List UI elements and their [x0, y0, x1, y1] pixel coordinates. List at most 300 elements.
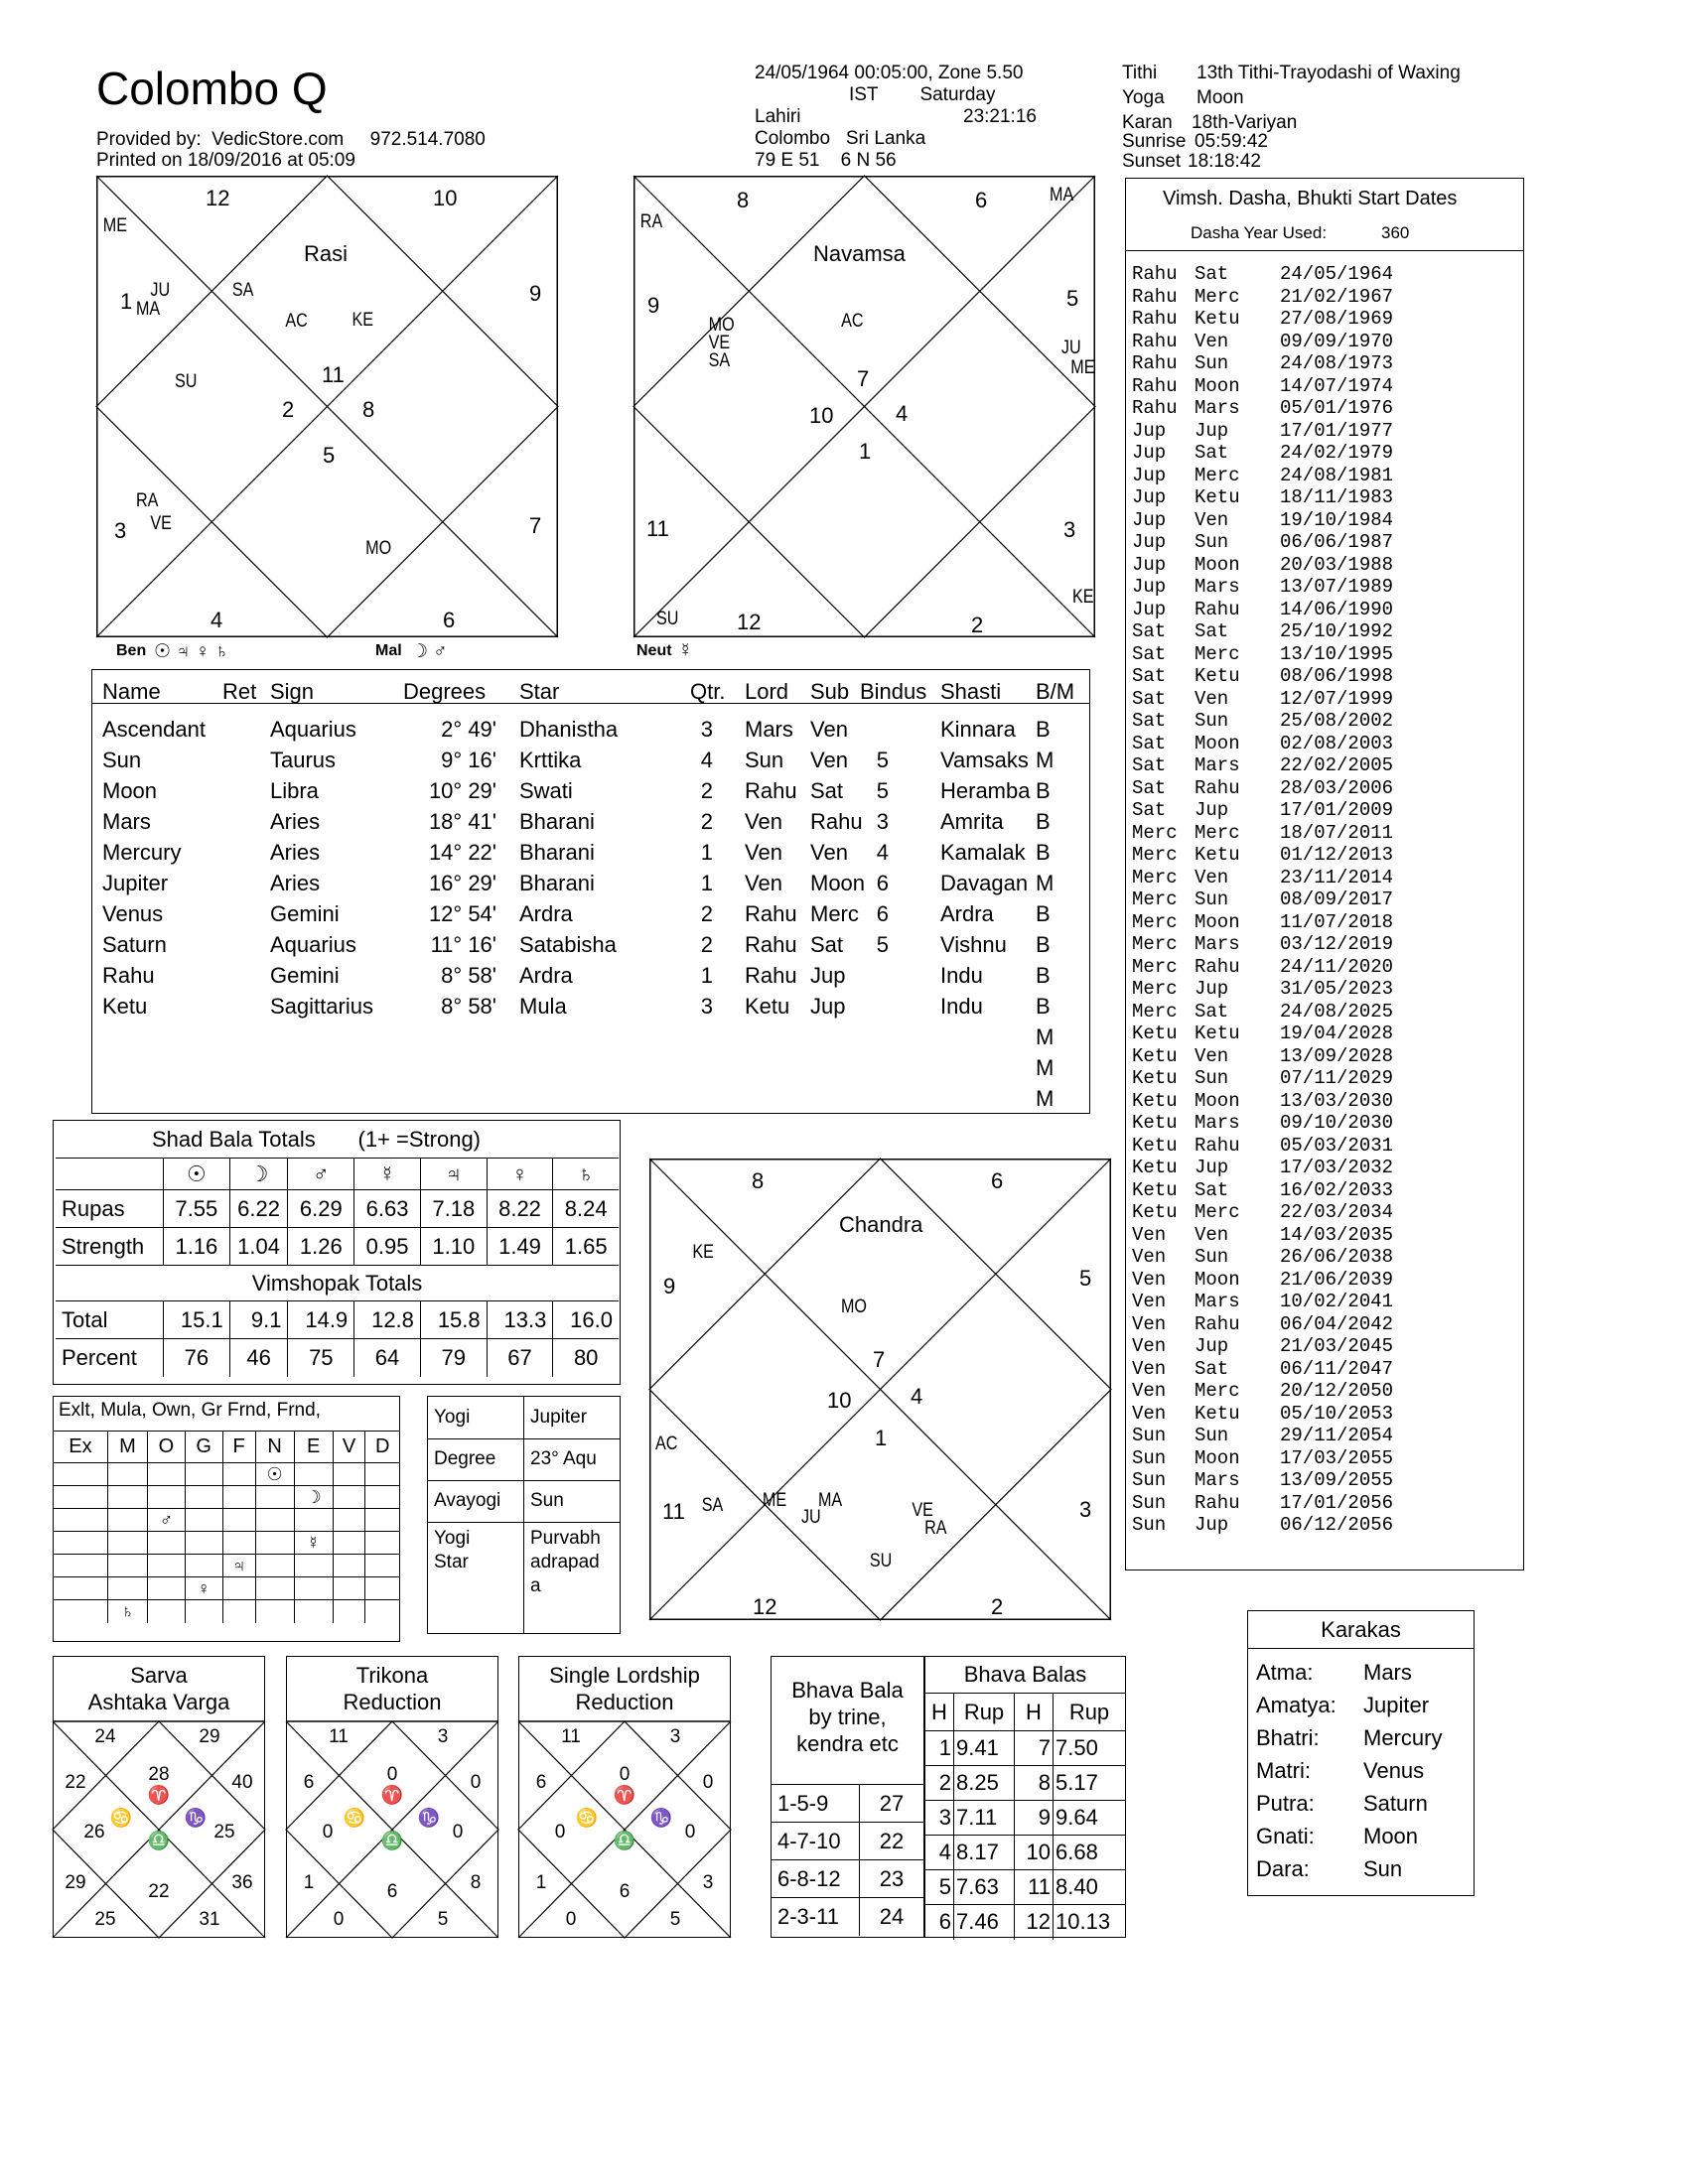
strength-value: 1.26: [288, 1228, 354, 1266]
dignity-cell: [222, 1486, 255, 1509]
ashtaka-title: Sarva: [130, 1663, 188, 1688]
bhava-cell: 12: [1015, 1905, 1054, 1940]
planet-cell: 8° 58': [441, 994, 496, 1019]
dasha-cell: Jup: [1132, 553, 1167, 576]
ashtaka-value: 5: [437, 1909, 449, 1930]
chandra-planet: RA: [924, 1516, 947, 1539]
chandra-planet: MA: [818, 1488, 843, 1511]
dasha-cell: Rahu: [1132, 285, 1178, 308]
navamsa-planet: KE: [1072, 585, 1094, 608]
benefics-label: Ben: [116, 642, 147, 659]
planet-cell: Merc: [810, 901, 859, 926]
avayogi-label: Avayogi: [428, 1480, 524, 1522]
rasi-sign: 8: [362, 397, 375, 422]
benefics-symbols: ☉ ♃ ♀ ♄: [154, 641, 229, 662]
ashtaka-value: 22: [148, 1881, 170, 1902]
karaka-value: Sun: [1363, 1856, 1403, 1881]
dignity-cell: [222, 1577, 255, 1600]
printed-on: Printed on 18/09/2016 at 05:09: [96, 150, 355, 171]
bhava-cell: 4: [925, 1836, 954, 1870]
dasha-cell: Moon: [1195, 1268, 1240, 1291]
dignity-cell: ☽: [294, 1486, 333, 1509]
planet-cell: Saturn: [102, 932, 167, 957]
planet-cell: Mercury: [102, 840, 182, 865]
dasha-cell: Sun: [1195, 1067, 1229, 1089]
planet-cell: B: [1036, 840, 1051, 865]
planet-cell: Aries: [270, 809, 321, 834]
dasha-cell: Sat: [1132, 687, 1167, 710]
bhava-cell: 7.46: [954, 1905, 1015, 1940]
planet-cell: Venus: [102, 901, 164, 926]
vimshopak-title: Vimshopak Totals: [56, 1266, 619, 1301]
ashtaka-value: 22: [65, 1772, 86, 1793]
bhava-cell: 9.64: [1054, 1801, 1126, 1836]
chandra-sign: 8: [752, 1168, 765, 1193]
ashtaka-value: 0: [684, 1822, 696, 1843]
saturn-symbol: ♄: [553, 1159, 619, 1190]
chandra-sign: 6: [991, 1168, 1004, 1193]
total-label: Total: [56, 1301, 164, 1339]
dasha-cell: Moon: [1195, 1089, 1240, 1112]
dasha-cell: Ven: [1195, 1223, 1229, 1246]
bhava-cell: 1: [925, 1731, 954, 1766]
planet-cell: 5: [876, 748, 889, 772]
navamsa-sign: 6: [975, 188, 988, 212]
dasha-cell: Moon: [1195, 910, 1240, 933]
planet-cell: 14° 22': [428, 840, 496, 865]
dasha-cell: 25/10/1992: [1280, 620, 1394, 642]
yogi-value: Jupiter: [524, 1397, 621, 1438]
planet-cell: Jup: [810, 963, 846, 988]
ashtaka-value: 6: [303, 1772, 315, 1793]
dasha-cell: Rahu: [1132, 397, 1178, 419]
bhava-col: H: [925, 1694, 954, 1731]
zodiac-symbol: ♎: [613, 1831, 636, 1850]
sunrise-label: Sunrise: [1122, 131, 1187, 152]
dasha-cell: 17/03/2055: [1280, 1446, 1394, 1469]
total-value: 14.9: [288, 1301, 354, 1339]
bhava-cell: 5.17: [1054, 1766, 1126, 1801]
dasha-cell: Sun: [1132, 1446, 1167, 1469]
dasha-cell: Rahu: [1132, 374, 1178, 397]
bm-extra: M: [1036, 1086, 1055, 1111]
yogi-star-value: adrapad: [530, 1551, 600, 1572]
dasha-cell: Sun: [1132, 1491, 1167, 1514]
planet-cell: Jupiter: [102, 871, 169, 895]
bhava-cell: 8.17: [954, 1836, 1015, 1870]
dasha-cell: Ven: [1195, 687, 1229, 710]
zodiac-symbol: ♈: [613, 1785, 636, 1805]
total-value: 15.1: [164, 1301, 230, 1339]
planet-cell: Rahu: [810, 809, 863, 834]
malefics-label: Mal: [375, 642, 402, 659]
percent-label: Percent: [56, 1339, 164, 1377]
dignity-cell: [148, 1577, 186, 1600]
total-value: 12.8: [354, 1301, 421, 1339]
rasi-planet: VE: [150, 511, 172, 534]
dasha-cell: 05/03/2031: [1280, 1134, 1394, 1157]
dignity-title: Exlt, Mula, Own, Gr Frnd, Frnd,: [59, 1400, 321, 1421]
bhava-cell: 8.40: [1054, 1870, 1126, 1905]
dasha-cell: Sat: [1132, 665, 1167, 687]
planet-cell: Ardra: [519, 963, 573, 988]
dasha-cell: 12/07/1999: [1280, 687, 1394, 710]
dasha-cell: 26/06/2038: [1280, 1246, 1394, 1268]
col-shasti: Shasti: [940, 679, 1002, 704]
dignity-cell: [255, 1555, 294, 1577]
dasha-cell: 28/03/2006: [1280, 776, 1394, 799]
planet-cell: M: [1036, 748, 1055, 772]
karaka-label: Putra:: [1256, 1791, 1315, 1816]
dasha-cell: 23/11/2014: [1280, 866, 1394, 888]
dasha-cell: Merc: [1132, 866, 1178, 888]
planet-cell: 6: [876, 901, 889, 926]
dignity-cell: [255, 1577, 294, 1600]
strength-value: 1.10: [420, 1228, 487, 1266]
bhava-cell: 3: [925, 1801, 954, 1836]
dignity-cell: [222, 1532, 255, 1555]
dasha-cell: Ven: [1132, 1402, 1167, 1425]
chandra-planet: MO: [840, 1295, 867, 1317]
dasha-cell: 13/07/1989: [1280, 576, 1394, 598]
dignity-cell: [294, 1577, 333, 1600]
dignity-cell: [107, 1486, 147, 1509]
dignity-col: G: [185, 1432, 222, 1463]
dasha-cell: 17/01/2009: [1280, 799, 1394, 821]
planet-cell: 2: [700, 901, 713, 926]
dignity-cell: [185, 1509, 222, 1532]
dignity-cell: [255, 1600, 294, 1623]
dasha-cell: Jup: [1132, 531, 1167, 553]
dasha-cell: Merc: [1195, 642, 1240, 665]
bhava-cell: 10.13: [1054, 1905, 1126, 1940]
bhava-col: Rup: [954, 1694, 1015, 1731]
karaka-label: Matri:: [1256, 1758, 1311, 1783]
dignity-cell: [333, 1555, 365, 1577]
dignity-cell: [54, 1486, 107, 1509]
trine-value: 27: [860, 1785, 924, 1823]
dasha-cell: Ven: [1132, 1268, 1167, 1291]
dignity-cell: [333, 1463, 365, 1486]
col-sign: Sign: [270, 679, 315, 704]
sidereal-time: 23:21:16: [963, 106, 1037, 127]
dasha-cell: Ven: [1195, 1044, 1229, 1067]
dasha-cell: Rahu: [1195, 1491, 1240, 1514]
planet-cell: Sat: [810, 778, 844, 803]
dasha-cell: 07/11/2029: [1280, 1067, 1394, 1089]
planet-cell: 5: [876, 932, 889, 957]
planet-cell: B: [1036, 932, 1051, 957]
ashtaka-value: 11: [561, 1726, 581, 1747]
malefics-symbols: ☽ ♂: [411, 641, 448, 662]
dignity-cell: [148, 1600, 186, 1623]
karaka-label: Bhatri:: [1256, 1725, 1320, 1750]
strength-value: 1.04: [229, 1228, 288, 1266]
karaka-label: Dara:: [1256, 1856, 1310, 1881]
dasha-cell: 21/06/2039: [1280, 1268, 1394, 1291]
dasha-cell: Jup: [1132, 576, 1167, 598]
percent-value: 76: [164, 1339, 230, 1377]
planet-cell: 1: [700, 963, 713, 988]
planet-cell: Amrita: [940, 809, 1004, 834]
planet-cell: Ketu: [102, 994, 148, 1019]
dasha-cell: 02/08/2003: [1280, 732, 1394, 754]
strength-value: 1.65: [553, 1228, 619, 1266]
rasi-sign: 10: [433, 186, 458, 210]
dasha-cell: Sun: [1132, 1469, 1167, 1491]
karan-value: 18th-Variyan: [1192, 112, 1298, 133]
ashtaka-value: 24: [94, 1726, 116, 1747]
planet-cell: Rahu: [745, 901, 797, 926]
planet-cell: Kinnara: [940, 717, 1016, 742]
planet-cell: 3: [700, 717, 713, 742]
degree-label: Degree: [428, 1438, 524, 1480]
dasha-cell: Ketu: [1132, 1178, 1178, 1201]
col-sub: Sub: [810, 679, 850, 704]
ashtaka-value: 25: [213, 1822, 235, 1843]
navamsa-planet: SA: [708, 348, 731, 371]
dasha-cell: Ketu: [1132, 1067, 1178, 1089]
bhava-cell: 9: [1015, 1801, 1054, 1836]
ashtaka-value: 28: [148, 1764, 170, 1785]
rupas-value: 6.29: [288, 1190, 354, 1228]
dasha-cell: Ven: [1132, 1357, 1167, 1380]
zodiac-symbol: ♋: [343, 1808, 366, 1828]
planet-cell: 18° 41': [428, 809, 496, 834]
bhava-cell: 6: [925, 1905, 954, 1940]
total-value: 13.3: [487, 1301, 553, 1339]
chandra-sign: 3: [1079, 1497, 1092, 1522]
navamsa-sign: 4: [896, 401, 909, 426]
neutral-label: Neut: [636, 642, 672, 659]
trine-group: 1-5-9: [772, 1785, 860, 1823]
dasha-cell: 06/12/2056: [1280, 1514, 1394, 1536]
dasha-cell: 24/05/1964: [1280, 263, 1394, 285]
dignity-cell: [333, 1577, 365, 1600]
rasi-sign: 5: [323, 443, 336, 468]
planet-cell: Ketu: [745, 994, 790, 1019]
rasi-sign: 12: [206, 186, 230, 210]
avayogi-value: Sun: [524, 1480, 621, 1522]
planet-cell: Aries: [270, 840, 321, 865]
navamsa-planet: AC: [841, 309, 864, 332]
navamsa-sign: 2: [971, 613, 984, 637]
planet-cell: Sat: [810, 932, 844, 957]
ashtaka-title: Trikona: [355, 1663, 429, 1688]
ashtaka-value: 0: [452, 1822, 464, 1843]
planet-cell: Taurus: [270, 748, 337, 772]
dasha-cell: Mars: [1195, 576, 1240, 598]
planet-cell: 2° 49': [441, 717, 496, 742]
planet-cell: 1: [700, 871, 713, 895]
venus-symbol: ♀: [487, 1159, 553, 1190]
dignity-cell: [255, 1532, 294, 1555]
ashtaka-value: 40: [231, 1772, 253, 1793]
dasha-cell: Jup: [1132, 442, 1167, 464]
planet-cell: Bharani: [519, 840, 595, 865]
rasi-sign: 2: [282, 397, 295, 422]
bhava-cell: 8: [1015, 1766, 1054, 1801]
rupas-value: 6.63: [354, 1190, 421, 1228]
dasha-cell: Jup: [1195, 978, 1229, 1000]
bhava-cell: 10: [1015, 1836, 1054, 1870]
shadbala-table: [56, 1158, 619, 1377]
chandra-planet: SA: [701, 1493, 724, 1516]
dasha-cell: Ketu: [1195, 665, 1240, 687]
dasha-cell: Ven: [1132, 1291, 1167, 1312]
zodiac-symbol: ♋: [109, 1808, 133, 1828]
dasha-cell: Ven: [1132, 1223, 1167, 1246]
ashtaka-title: Ashtaka Varga: [87, 1690, 230, 1714]
sun-symbol: ☉: [164, 1159, 230, 1190]
dasha-cell: Merc: [1132, 933, 1178, 955]
dignity-cell: ☉: [255, 1463, 294, 1486]
neutral-symbols: ☿: [678, 640, 693, 661]
dignity-col: M: [107, 1432, 147, 1463]
col-star: Star: [519, 679, 560, 704]
chandra-sign: 2: [991, 1594, 1004, 1619]
planet-cell: 16° 29': [428, 871, 496, 895]
dignity-cell: [107, 1532, 147, 1555]
trine-value: 22: [860, 1823, 924, 1860]
dasha-cell: Sun: [1195, 531, 1229, 553]
ashtaka-value: 3: [702, 1872, 714, 1893]
chandra-sign: 11: [662, 1499, 685, 1524]
dignity-cell: [185, 1532, 222, 1555]
bhava-trine-title: by trine,: [808, 1705, 887, 1729]
rasi-sign: 6: [443, 608, 456, 632]
dasha-cell: Sat: [1132, 776, 1167, 799]
planet-cell: Libra: [270, 778, 319, 803]
dasha-cell: Merc: [1195, 285, 1240, 308]
dasha-cell: 01/12/2013: [1280, 844, 1394, 866]
dasha-cell: Ketu: [1132, 1201, 1178, 1223]
bhava-cell: 5: [925, 1870, 954, 1905]
dasha-cell: Merc: [1195, 1201, 1240, 1223]
dasha-cell: Rahu: [1195, 955, 1240, 978]
dasha-cell: Rahu: [1132, 352, 1178, 374]
dasha-cell: Sat: [1132, 799, 1167, 821]
rupas-value: 7.18: [420, 1190, 487, 1228]
planet-cell: Mars: [102, 809, 151, 834]
rasi-planet: RA: [135, 488, 159, 511]
dasha-cell: Moon: [1195, 374, 1240, 397]
dasha-cell: Ketu: [1195, 844, 1240, 866]
dasha-cell: 29/11/2054: [1280, 1425, 1394, 1446]
dasha-cell: 17/01/2056: [1280, 1491, 1394, 1514]
planet-cell: Ven: [810, 717, 848, 742]
planet-cell: 2: [700, 809, 713, 834]
chandra-planet: ME: [762, 1488, 787, 1511]
bhava-balas-title: Bhava Balas: [963, 1662, 1087, 1687]
ashtaka-value: 29: [199, 1726, 220, 1747]
dasha-cell: 13/10/1995: [1280, 642, 1394, 665]
navamsa-planet: MA: [1050, 183, 1074, 205]
moon-symbol: ☽: [229, 1159, 288, 1190]
yogi-label: Yogi: [428, 1397, 524, 1438]
planet-cell: Aquarius: [270, 932, 356, 957]
dasha-year-value: 360: [1381, 223, 1410, 242]
ashtaka-value: 3: [669, 1726, 681, 1747]
navamsa-sign: 3: [1063, 517, 1076, 542]
birth-datetime: 24/05/1964 00:05:00, Zone 5.50: [755, 63, 1024, 83]
dignity-cell: [148, 1486, 186, 1509]
ashtaka-value: 8: [470, 1872, 482, 1893]
dasha-cell: 20/12/2050: [1280, 1380, 1394, 1402]
rupas-value: 6.22: [229, 1190, 288, 1228]
rasi-planet: SA: [231, 278, 254, 301]
rasi-planet: MA: [135, 297, 161, 320]
chandra-planet: AC: [654, 1432, 678, 1454]
dasha-cell: Merc: [1195, 821, 1240, 844]
planet-cell: 8° 58': [441, 963, 496, 988]
dasha-cell: Ven: [1195, 866, 1229, 888]
dignity-cell: ♂: [148, 1509, 186, 1532]
dignity-cell: [365, 1463, 399, 1486]
dasha-cell: 14/06/1990: [1280, 598, 1394, 620]
planet-cell: Vamsaks: [940, 748, 1029, 772]
planet-cell: 2: [700, 932, 713, 957]
planet-cell: Ascendant: [102, 717, 206, 742]
dasha-cell: 20/03/1988: [1280, 553, 1394, 576]
planet-cell: Rahu: [102, 963, 155, 988]
bhava-col: Rup: [1054, 1694, 1126, 1731]
planet-cell: 5: [876, 778, 889, 803]
dasha-cell: 13/03/2030: [1280, 1089, 1394, 1112]
dasha-cell: Mars: [1195, 1469, 1240, 1491]
chandra-planet: SU: [869, 1549, 893, 1571]
dasha-cell: 24/11/2020: [1280, 955, 1394, 978]
dasha-cell: Sat: [1195, 1000, 1229, 1023]
dignity-cell: ♃: [222, 1555, 255, 1577]
planet-cell: Jup: [810, 994, 846, 1019]
dignity-cell: [255, 1509, 294, 1532]
dignity-cell: [365, 1577, 399, 1600]
shadbala-title: Shad Bala Totals (1+ =Strong): [152, 1127, 482, 1152]
dasha-cell: 09/10/2030: [1280, 1112, 1394, 1134]
bhava-trine-title: Bhava Bala: [791, 1678, 904, 1703]
dasha-cell: 13/09/2028: [1280, 1044, 1394, 1067]
navamsa-planet: ME: [1070, 355, 1095, 378]
planet-cell: Swati: [519, 778, 573, 803]
dignity-col: N: [255, 1432, 294, 1463]
rasi-planet: AC: [285, 309, 308, 332]
tithi-value: 13th Tithi-Trayodashi of Waxing: [1196, 63, 1461, 83]
dignity-cell: [294, 1509, 333, 1532]
karan-label: Karan: [1122, 112, 1173, 133]
planet-cell: Ven: [745, 809, 782, 834]
ashtaka-value: 0: [333, 1909, 345, 1930]
planet-cell: Rahu: [745, 778, 797, 803]
col-degrees: Degrees: [403, 679, 487, 704]
rasi-planet: SU: [175, 369, 198, 392]
col-name: Name: [102, 679, 161, 704]
planet-cell: Mars: [745, 717, 793, 742]
col-lord: Lord: [745, 679, 789, 704]
dasha-cell: Ven: [1132, 1335, 1167, 1357]
dignity-cell: [365, 1532, 399, 1555]
col-ret: Ret: [222, 679, 257, 704]
dignity-cell: [333, 1486, 365, 1509]
rasi-planet: JU: [150, 278, 171, 301]
trine-value: 24: [860, 1898, 924, 1936]
dignity-cell: [294, 1600, 333, 1623]
planet-cell: Sun: [102, 748, 142, 772]
dasha-cell: 31/05/2023: [1280, 978, 1394, 1000]
dasha-cell: Moon: [1195, 1446, 1240, 1469]
navamsa-sign: 1: [859, 439, 872, 464]
dasha-cell: Rahu: [1132, 308, 1178, 330]
